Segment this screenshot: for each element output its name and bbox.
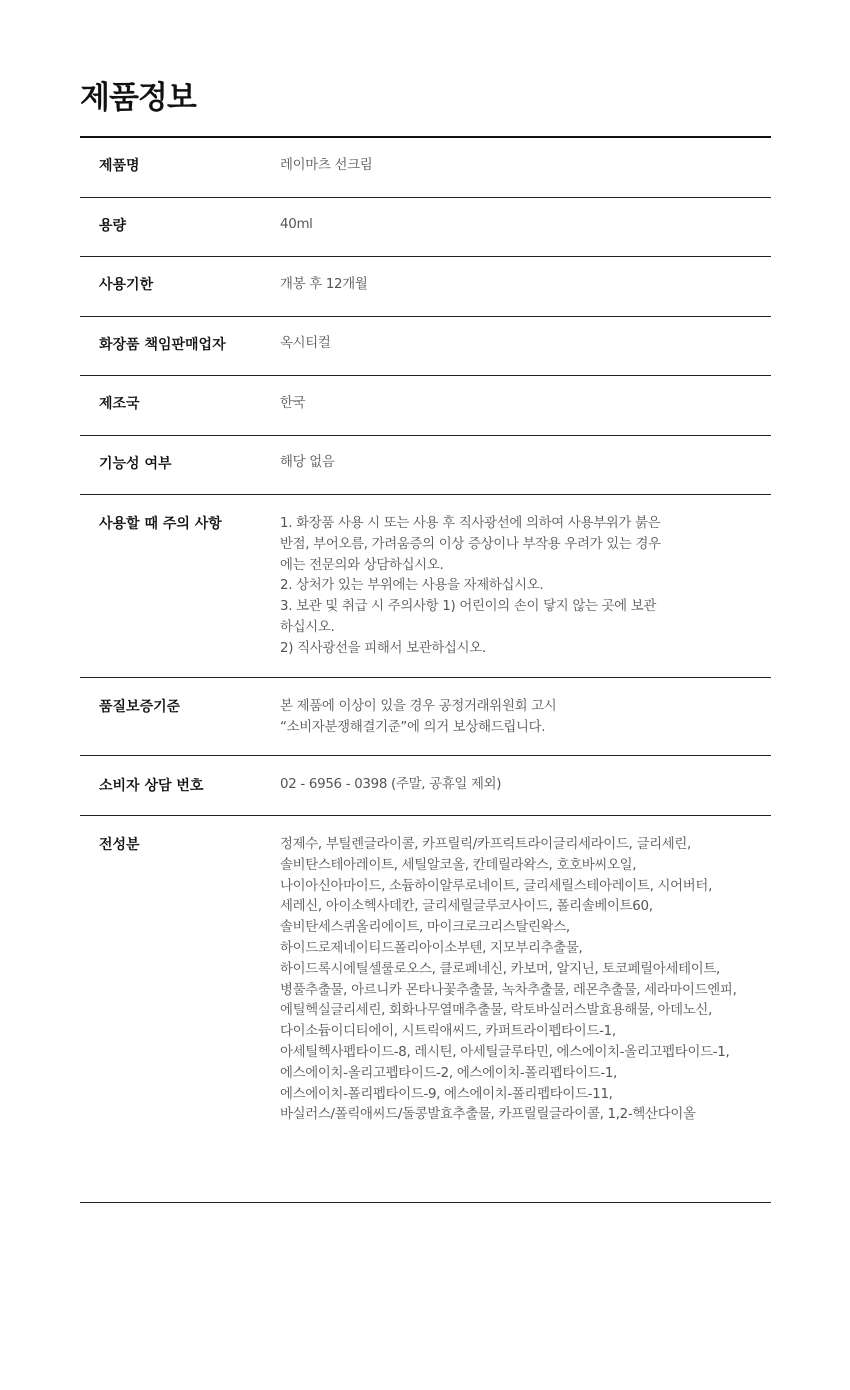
row-value: 1. 화장품 사용 시 또는 사용 후 직사광선에 의하여 사용부위가 붉은 반점, 부어오름, 가려움증의 이상 증상이나 부작용 우려가 있는 경우 에는 전문의와 상담하십시오. 2. 상처가 있는 부위에는 사용을 자제하십시오. 3. 보관 및 취급 시 주의사항 1) 어린이의 손이 닿지 않는 곳에 보관 하십시오. 2) 직사광선을 피해서 보관하십시오. bbox=[280, 516, 661, 656]
ingredient-line: 에스에이치-폴리펩타이드-9, 에스에이치-폴리펩타이드-11, bbox=[280, 1086, 613, 1102]
row-label: 품질보증기준 bbox=[99, 699, 181, 715]
row-value: 해당 없음 bbox=[280, 455, 335, 471]
row-quality-guarantee bbox=[80, 678, 771, 756]
ingredient-line: 솔비탄스테아레이트, 세틸알코올, 칸데릴라왁스, 호호바씨오일, bbox=[280, 857, 637, 873]
ingredient-line: 병풀추출물, 아르니카 몬타나꽃추출물, 녹차추출물, 레몬추출물, 세라마이드엔피, bbox=[280, 982, 737, 998]
row-label: 제조국 bbox=[99, 396, 140, 413]
row-label: 사용할 때 주의 사항 bbox=[99, 516, 222, 532]
product-info-table bbox=[80, 136, 771, 1203]
row-label: 제품명 bbox=[99, 158, 140, 175]
row-ingredients bbox=[80, 816, 771, 1203]
row-consumer-contact bbox=[80, 756, 771, 816]
row-country bbox=[80, 376, 771, 436]
row-responsible-seller bbox=[80, 317, 771, 377]
ingredient-line: 나이아신아마이드, 소듐하이알루로네이트, 글리세릴스테아레이트, 시어버터, bbox=[280, 878, 713, 894]
row-label: 기능성 여부 bbox=[99, 455, 172, 472]
row-value: 한국 bbox=[280, 395, 306, 411]
ingredient-line: 에틸헥실글리세린, 회화나무열매추출물, 락토바실러스발효용해물, 아데노신, bbox=[280, 1003, 713, 1019]
row-label: 전성분 bbox=[99, 837, 140, 853]
row-value: 본 제품에 이상이 있을 경우 공정거래위원회 고시 “소비자분쟁해결기준”에 의거 보상해드립니다. bbox=[280, 699, 557, 735]
row-label: 화장품 책임판매업자 bbox=[99, 336, 226, 353]
ingredient-line: 바실러스/폴릭애씨드/돌콩발효추출물, 카프릴릴글라이콜, 1,2-헥산다이올 bbox=[280, 1107, 696, 1123]
ingredient-line: 아세틸헥사펩타이드-8, 레시틴, 아세틸글루타민, 에스에이치-올리고펩타이드-1, bbox=[280, 1044, 730, 1060]
row-value: 02 - 6956 - 0398 (주말, 공휴일 제외) bbox=[280, 777, 502, 793]
row-precautions bbox=[80, 495, 771, 678]
row-label: 용량 bbox=[99, 217, 127, 234]
row-value: 옥시티컬 bbox=[280, 336, 331, 352]
row-product-name bbox=[80, 138, 771, 198]
page-title: 제품정보 bbox=[80, 80, 196, 116]
ingredient-line: 솔비탄세스퀴올리에이트, 마이크로크리스탈린왁스, bbox=[280, 920, 570, 936]
row-expiry bbox=[80, 257, 771, 317]
row-label: 사용기한 bbox=[99, 277, 154, 294]
ingredient-line: 정제수, 부틸렌글라이콜, 카프릴릭/카프릭트라이글리세라이드, 글리세린, bbox=[280, 837, 691, 852]
ingredient-line: 다이소듐이디티에이, 시트릭애씨드, 카퍼트라이펩타이드-1, bbox=[280, 1024, 616, 1040]
row-value: 개봉 후 12개월 bbox=[280, 276, 368, 292]
row-label: 소비자 상담 번호 bbox=[99, 777, 204, 794]
ingredient-line: 하이드록시에틸셀룰로오스, 클로페네신, 카보머, 알지닌, 토코페릴아세테이트, bbox=[280, 961, 720, 977]
ingredient-line: 에스에이치-올리고펩타이드-2, 에스에이치-폴리펩타이드-1, bbox=[280, 1065, 618, 1081]
row-value: 레이마츠 선크림 bbox=[280, 157, 373, 173]
row-value: 40ml bbox=[280, 217, 313, 233]
row-volume bbox=[80, 198, 771, 258]
ingredients-list bbox=[280, 835, 771, 1202]
ingredient-line: 세레신, 아이소헥사데칸, 글리세릴글루코사이드, 폴리솔베이트60, bbox=[280, 899, 653, 915]
ingredient-line: 하이드로제네이티드폴리아이소부텐, 지모부리추출물, bbox=[280, 940, 583, 956]
row-functional bbox=[80, 436, 771, 496]
